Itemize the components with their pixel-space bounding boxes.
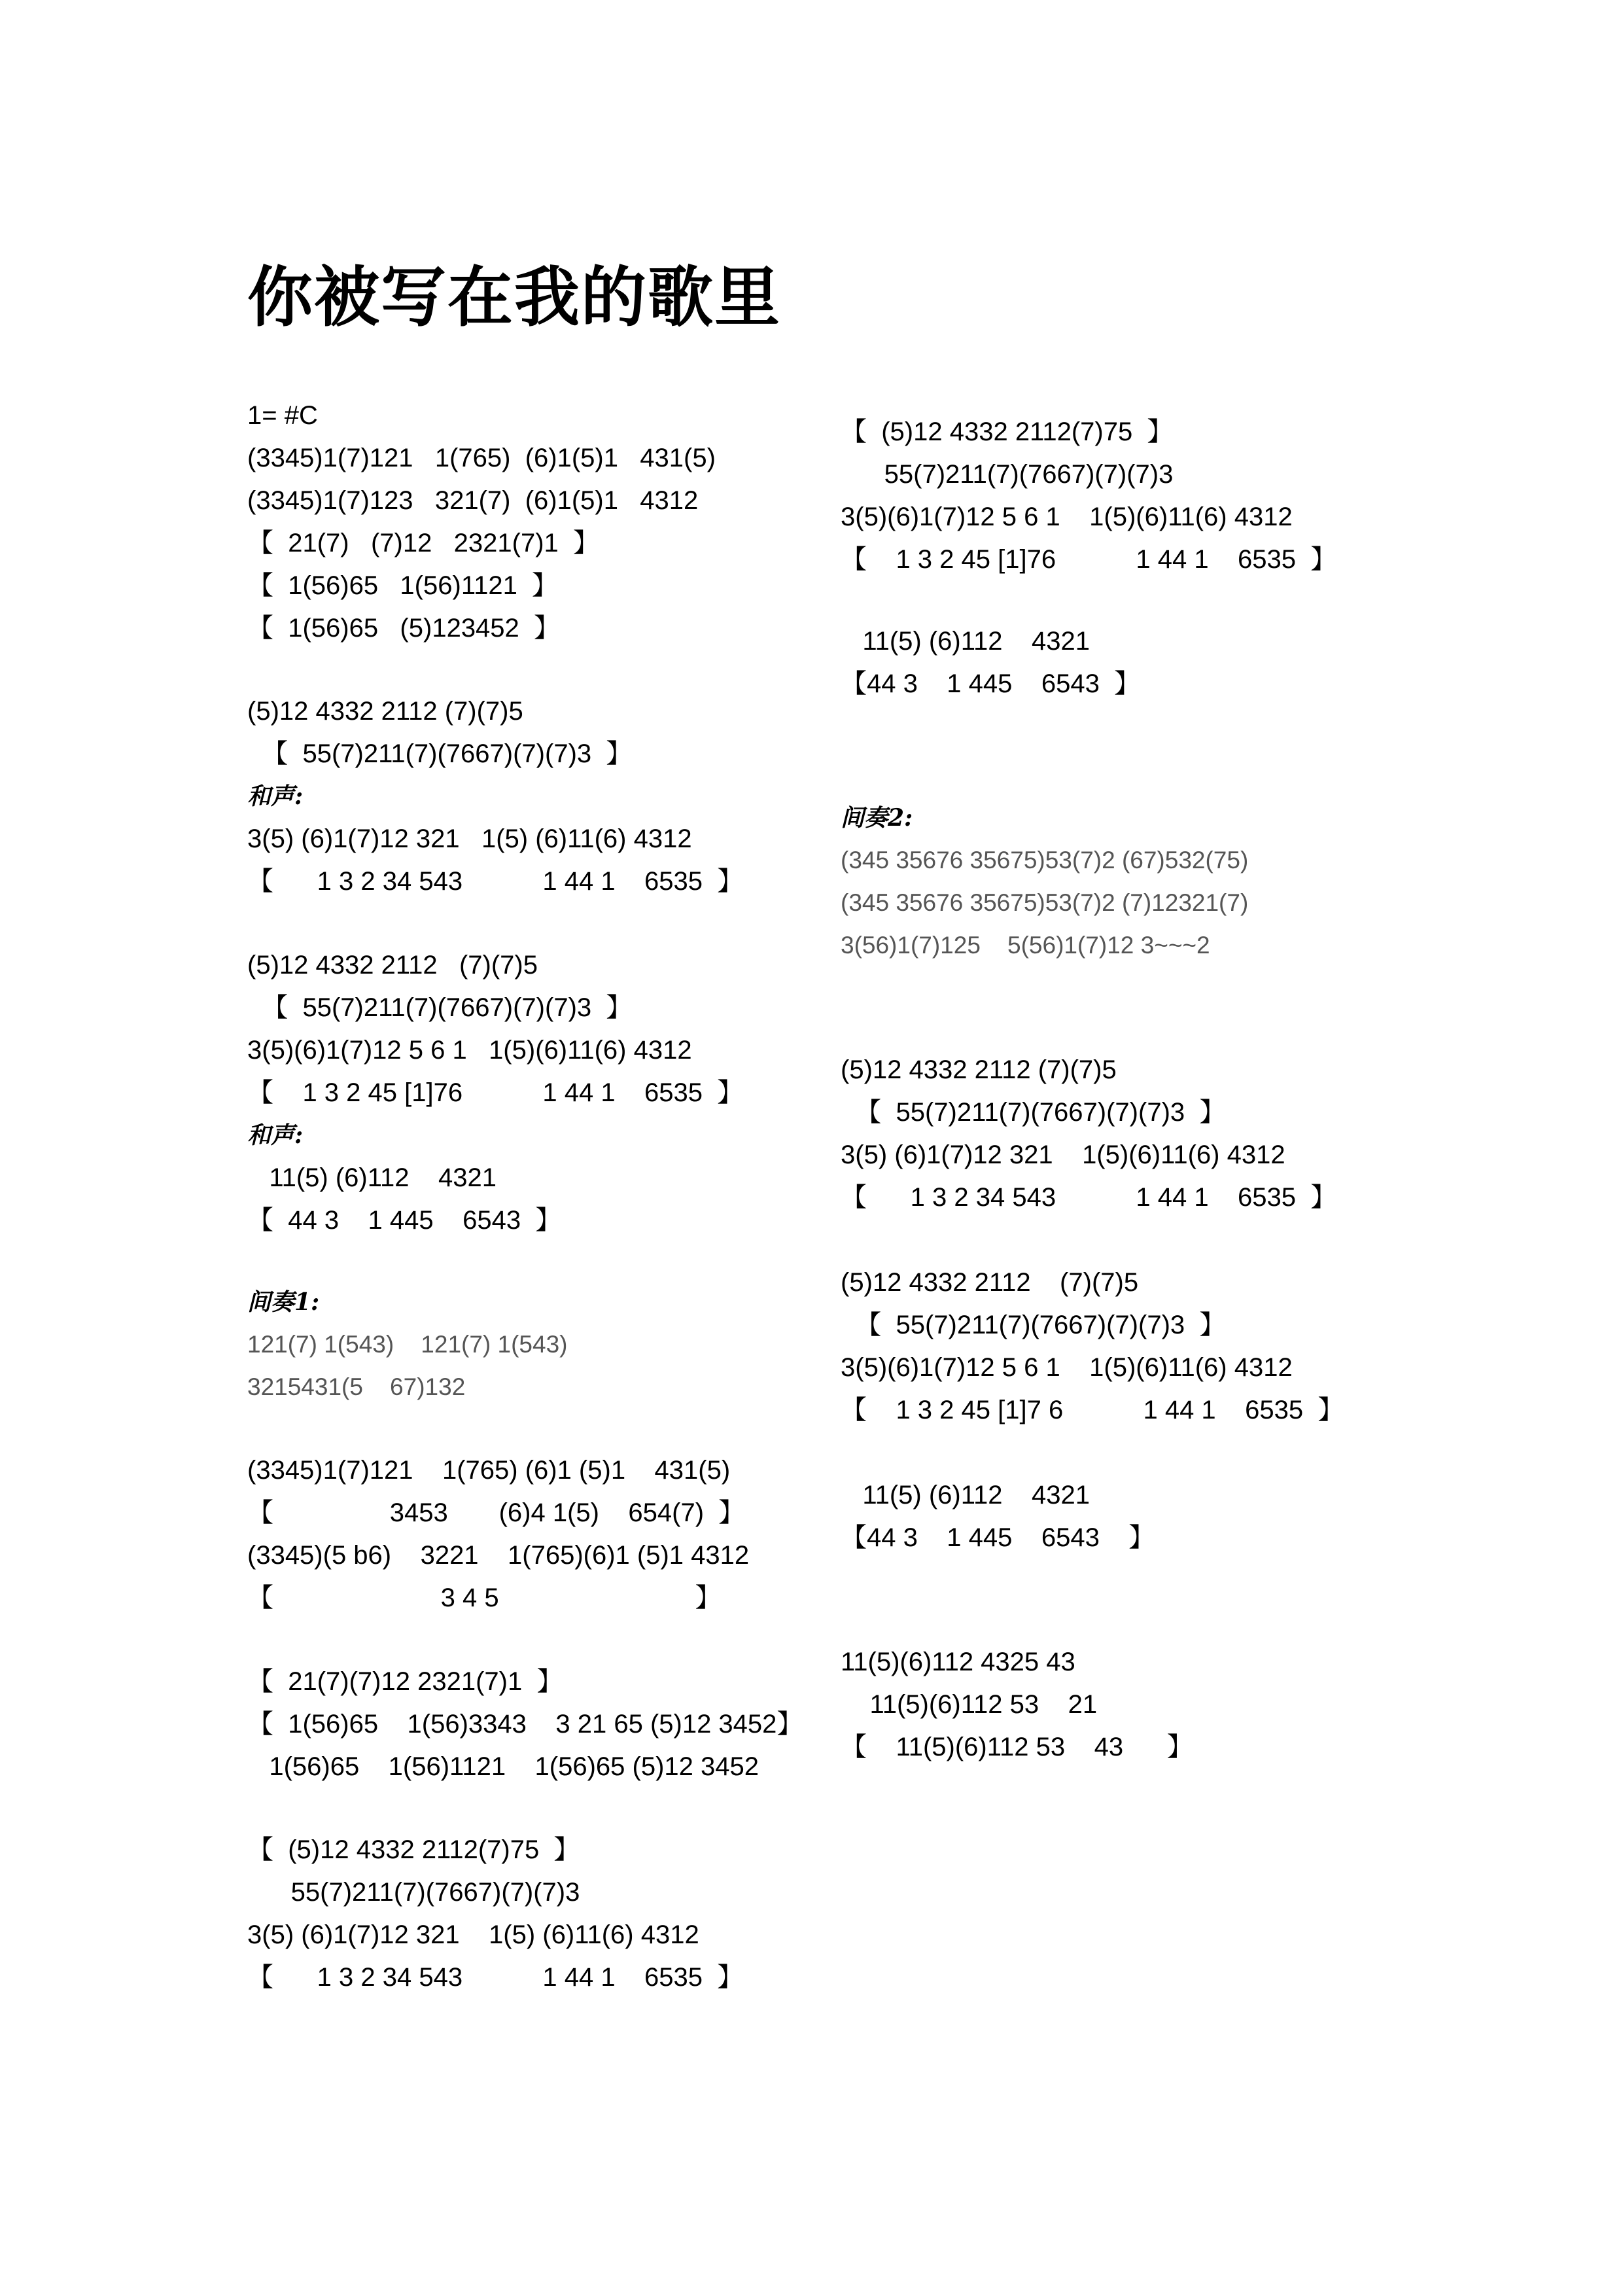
left-notation-line: 【 1 3 2 45 [1]76 1 44 1 6535 】 xyxy=(247,1078,744,1107)
left-notation-line: 【 (5)12 4332 2112(7)75 】 xyxy=(247,1835,580,1864)
right-notation-line: 【44 3 1 445 6543 】 xyxy=(841,1523,1155,1552)
right-notation-line: 【 55(7)211(7)(7667)(7)(7)3 】 xyxy=(841,1098,1226,1127)
left-notation-line: 11(5) (6)112 4321 xyxy=(247,1163,497,1192)
right-notation-line: 11(5) (6)112 4321 xyxy=(841,1481,1090,1510)
left-notation-line: 1(56)65 1(56)1121 1(56)65 (5)12 3452 xyxy=(247,1752,759,1781)
left-notation-line: 121(7) 1(543) 121(7) 1(543) xyxy=(247,1331,568,1358)
right-notation-line: 【 55(7)211(7)(7667)(7)(7)3 】 xyxy=(841,1311,1226,1339)
left-notation-line: 【 1(56)65 (5)123452 】 xyxy=(247,614,561,643)
left-notation-line: 1= #C xyxy=(247,401,318,430)
left-notation-line: 【 1 3 2 34 543 1 44 1 6535 】 xyxy=(247,867,744,896)
right-notation-line: (5)12 4332 2112 (7)(7)5 xyxy=(841,1055,1117,1084)
left-notation-line: (3345)1(7)121 1(765) (6)1 (5)1 431(5) xyxy=(247,1456,731,1485)
left-notation-line: 3(5) (6)1(7)12 321 1(5) (6)11(6) 4312 xyxy=(247,1920,699,1949)
left-section-label: 间奏1: xyxy=(247,1288,320,1316)
right-notation-line: 【 1 3 2 45 [1]76 1 44 1 6535 】 xyxy=(841,545,1337,574)
right-notation-line: 【 1 3 2 34 543 1 44 1 6535 】 xyxy=(841,1183,1337,1212)
right-section-label: 间奏2: xyxy=(841,804,913,832)
right-notation-line: 【 1 3 2 45 [1]7 6 1 44 1 6535 】 xyxy=(841,1396,1344,1424)
left-section-label: 和声: xyxy=(247,783,304,810)
left-notation-line: (3345)(5 b6) 3221 1(765)(6)1 (5)1 4312 xyxy=(247,1541,750,1570)
left-notation-line: (3345)1(7)123 321(7) (6)1(5)1 4312 xyxy=(247,486,699,515)
left-notation-line: 3(5) (6)1(7)12 321 1(5) (6)11(6) 4312 xyxy=(247,824,692,853)
right-notation-line: (345 35676 35675)53(7)2 (67)532(75) xyxy=(841,847,1249,874)
left-notation-line: 【 3 4 5 】 xyxy=(247,1583,722,1612)
left-notation-line: 【 3453 (6)4 1(5) 654(7) 】 xyxy=(247,1498,745,1527)
left-notation-line: (5)12 4332 2112 (7)(7)5 xyxy=(247,697,523,726)
right-notation-line: 【44 3 1 445 6543 】 xyxy=(841,669,1141,698)
right-notation-line: 3(5) (6)1(7)12 321 1(5)(6)11(6) 4312 xyxy=(841,1140,1285,1169)
right-notation-line: 11(5) (6)112 4321 xyxy=(841,627,1090,656)
right-notation-line: 【 (5)12 4332 2112(7)75 】 xyxy=(841,417,1174,446)
left-notation-line: 【 1(56)65 1(56)3343 3 21 65 (5)12 3452】 xyxy=(247,1710,803,1739)
left-notation-line: 【 55(7)211(7)(7667)(7)(7)3 】 xyxy=(247,993,633,1022)
left-notation-line: 【 21(7)(7)12 2321(7)1 】 xyxy=(247,1667,563,1696)
left-notation-line: 【 55(7)211(7)(7667)(7)(7)3 】 xyxy=(247,739,633,768)
left-section-label: 和声: xyxy=(247,1122,304,1149)
left-notation-line: 【 21(7) (7)12 2321(7)1 】 xyxy=(247,529,600,557)
right-notation-line: 3(5)(6)1(7)12 5 6 1 1(5)(6)11(6) 4312 xyxy=(841,1353,1293,1382)
left-notation-line: 【 44 3 1 445 6543 】 xyxy=(247,1206,562,1235)
left-notation-line: (5)12 4332 2112 (7)(7)5 xyxy=(247,951,538,980)
right-notation-line: 11(5)(6)112 53 21 xyxy=(841,1690,1098,1719)
right-notation-line: 3(56)1(7)125 5(56)1(7)12 3~~~2 xyxy=(841,932,1210,959)
left-notation-line: 55(7)211(7)(7667)(7)(7)3 xyxy=(247,1878,580,1907)
left-notation-line: 【 1(56)65 1(56)1121 】 xyxy=(247,571,559,600)
left-notation-line: 3215431(5 67)132 xyxy=(247,1373,466,1400)
left-notation-line: 3(5)(6)1(7)12 5 6 1 1(5)(6)11(6) 4312 xyxy=(247,1036,692,1065)
right-notation-line: 【 11(5)(6)112 53 43 】 xyxy=(841,1733,1193,1761)
right-notation-line: 55(7)211(7)(7667)(7)(7)3 xyxy=(841,460,1174,489)
left-notation-line: (3345)1(7)121 1(765) (6)1(5)1 431(5) xyxy=(247,444,716,472)
right-notation-line: 11(5)(6)112 4325 43 xyxy=(841,1648,1075,1676)
page-title: 你被写在我的歌里 xyxy=(247,259,781,336)
right-notation-line: (345 35676 35675)53(7)2 (7)12321(7) xyxy=(841,889,1249,916)
right-notation-line: (5)12 4332 2112 (7)(7)5 xyxy=(841,1268,1139,1297)
right-notation-line: 3(5)(6)1(7)12 5 6 1 1(5)(6)11(6) 4312 xyxy=(841,503,1293,531)
left-notation-line: 【 1 3 2 34 543 1 44 1 6535 】 xyxy=(247,1963,744,1992)
